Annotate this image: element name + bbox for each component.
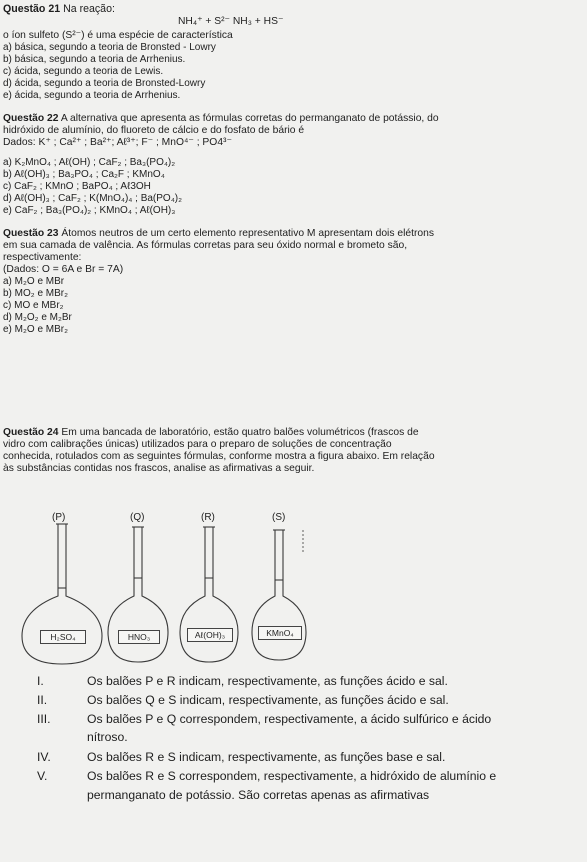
q21-option-c[interactable]: c) ácida, segundo a teoria de Lewis. bbox=[3, 66, 164, 77]
q23-option-d[interactable]: d) M₂O₂ e M₂Br bbox=[3, 312, 72, 323]
q23-option-e[interactable]: e) M₂O e MBr₂ bbox=[3, 324, 68, 335]
q24-number: Questão 24 bbox=[3, 427, 59, 438]
q22-option-a[interactable]: a) K₂MnO₄ ; Aℓ(OH) ; CaF₂ ; Ba₃(PO₄)₂ bbox=[3, 157, 176, 168]
flask-p-label: H₂SO₄ bbox=[40, 630, 86, 644]
flask-r-label: Aℓ(OH)₃ bbox=[187, 628, 233, 642]
statement-3-text: Os balões P e Q correspondem, respectivamente, a ácido sulfúrico e ácido bbox=[87, 712, 492, 726]
q23-given: (Dados: O = 6A e Br = 7A) bbox=[3, 264, 124, 275]
statement-5-text: Os balões R e S correspondem, respectivamente, a hidróxido de alumínio e bbox=[87, 769, 497, 783]
statement-1-num: I. bbox=[37, 674, 44, 688]
q22-line1: A alternativa que apresenta as fórmulas corretas do permanganato de potássio, do bbox=[60, 113, 439, 124]
q24-line2: vidro com calibrações únicas) utilizados para o preparo de soluções de concentração bbox=[3, 439, 392, 450]
q21-number: Questão 21 bbox=[3, 3, 61, 15]
q21-reaction: NH₄⁺ + S²⁻ NH₃ + HS⁻ bbox=[178, 16, 284, 27]
flask-s-icon bbox=[252, 530, 306, 660]
q21-stem: o íon sulfeto (S²⁻) é uma espécie de característica bbox=[3, 30, 233, 41]
q24-line3: conhecida, rotulados com as seguintes fórmulas, conforme mostra a figura abaixo. Em relação bbox=[3, 451, 435, 462]
flask-r-letter: (R) bbox=[201, 512, 215, 523]
q22-given: Dados: K⁺ ; Ca²⁺ ; Ba²⁺; Aℓ³⁺; F⁻ ; MnO⁴⁻ ; PO4³⁻ bbox=[3, 137, 232, 148]
q23-option-a[interactable]: a) M₂O e MBr bbox=[3, 276, 65, 287]
q23-line2: em sua camada de valência. As fórmulas corretas para seu óxido normal e brometo são, bbox=[3, 240, 408, 251]
q22-option-b[interactable]: b) Aℓ(OH)₃ ; Ba₃PO₄ ; Ca₂F ; KMnO₄ bbox=[3, 169, 165, 180]
q23-line3: respectivamente: bbox=[3, 252, 82, 263]
statement-4-text: Os balões R e S indicam, respectivamente, as funções base e sal. bbox=[87, 750, 446, 764]
q24-line4: às substâncias contidas nos frascos, analise as afirmativas a seguir. bbox=[3, 463, 315, 474]
statement-2-num: II. bbox=[37, 693, 48, 707]
statement-2-text: Os balões Q e S indicam, respectivamente, as funções ácido e sal. bbox=[87, 693, 449, 707]
q22-option-e[interactable]: e) CaF₂ ; Ba₃(PO₄)₂ ; KMnO₄ ; Aℓ(OH)₃ bbox=[3, 205, 176, 216]
flask-s-letter: (S) bbox=[272, 512, 286, 523]
q24-line1: Em uma bancada de laboratório, estão quatro balões volumétricos (frascos de bbox=[61, 427, 419, 438]
q21-intro: Na reação: bbox=[63, 3, 115, 15]
statement-4-num: IV. bbox=[37, 750, 51, 764]
statement-3-num: III. bbox=[37, 712, 51, 726]
q23-option-c[interactable]: c) MO e MBr₂ bbox=[3, 300, 64, 311]
statement-5-cont: permanganato de potássio. São corretas apenas as afirmativas bbox=[87, 788, 430, 802]
statement-5-num: V. bbox=[37, 769, 48, 783]
flask-q-label: HNO₃ bbox=[118, 630, 160, 644]
flask-p-letter: (P) bbox=[52, 512, 66, 523]
statement-3-cont: nítroso. bbox=[87, 730, 128, 744]
q23-line1: Átomos neutros de um certo elemento representativo M apresentam dois elétrons bbox=[61, 228, 434, 239]
q21-option-e[interactable]: e) ácida, segundo a teoria de Arrhenius. bbox=[3, 90, 181, 101]
q22-option-c[interactable]: c) CaF₂ ; KMnO ; BaPO₄ ; Aℓ3OH bbox=[3, 181, 151, 192]
q22-option-d[interactable]: d) Aℓ(OH)₃ ; CaF₂ ; K(MnO₄)₄ ; Ba(PO₄)₂ bbox=[3, 193, 182, 204]
q23-number: Questão 23 bbox=[3, 228, 59, 239]
q21-option-a[interactable]: a) básica, segundo a teoria de Bronsted - Lowry bbox=[3, 42, 216, 53]
statement-1-text: Os balões P e R indicam, respectivamente, as funções ácido e sal. bbox=[87, 674, 448, 688]
q21-option-b[interactable]: b) básica, segundo a teoria de Arrhenius. bbox=[3, 54, 186, 65]
q22-number: Questão 22 bbox=[3, 113, 59, 124]
q21-option-d[interactable]: d) ácida, segundo a teoria de Bronsted-Lowry bbox=[3, 78, 206, 89]
flask-s-label: KMnO₄ bbox=[258, 626, 302, 640]
q23-option-b[interactable]: b) MO₂ e MBr₂ bbox=[3, 288, 68, 299]
q22-line2: hidróxido de alumínio, do fluoreto de cálcio e do fosfato de bário é bbox=[3, 125, 305, 136]
flask-q-letter: (Q) bbox=[130, 512, 145, 523]
